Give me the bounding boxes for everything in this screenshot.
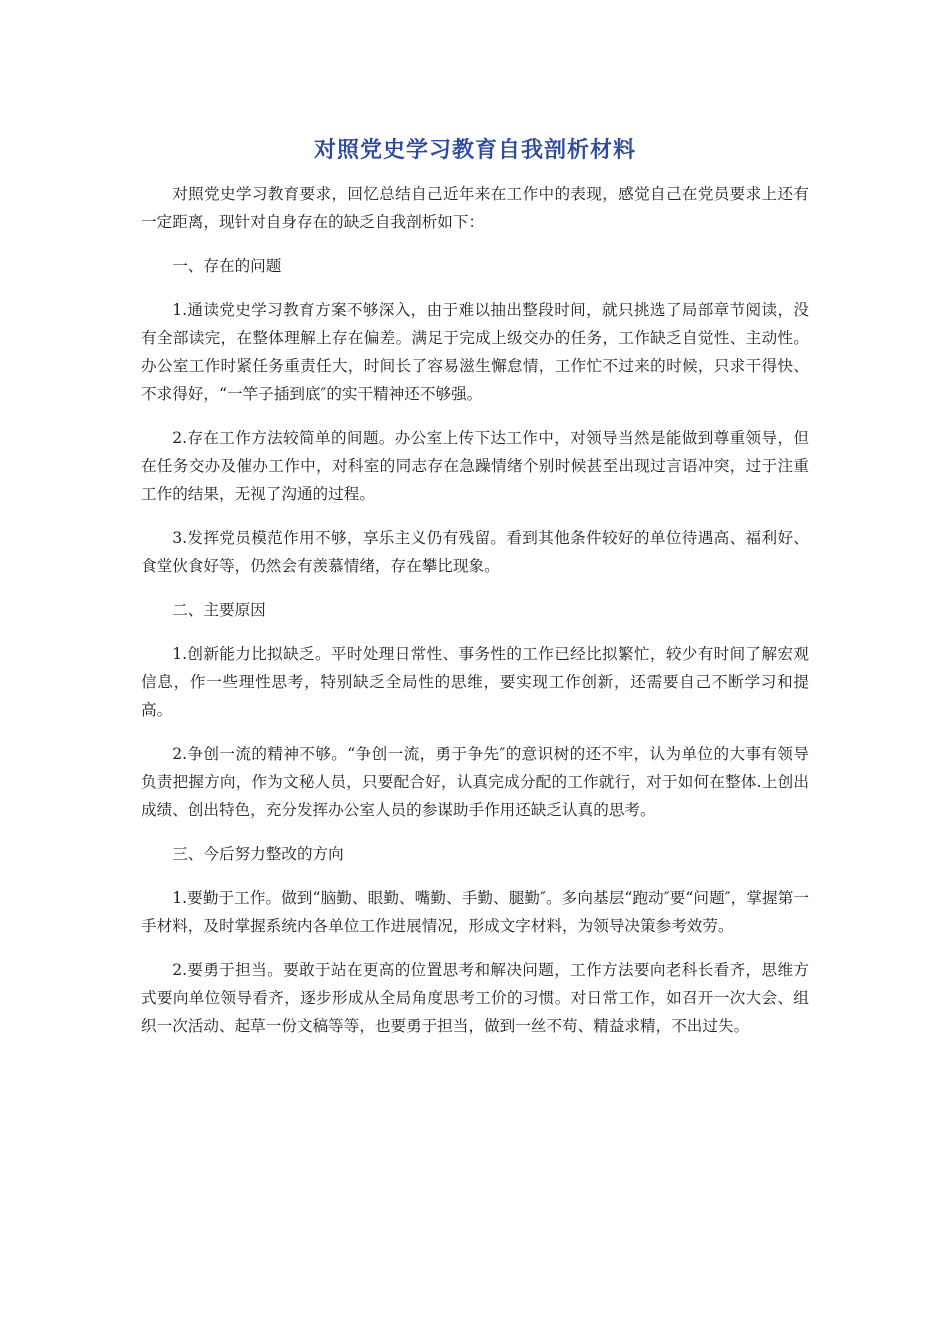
document-body xyxy=(141,180,809,1056)
section-heading-problems: 一、存在的问题 xyxy=(172,257,282,275)
section-heading-improvements: 三、今后努力整改的方向 xyxy=(172,845,344,863)
section-heading-causes: 二、主要原因 xyxy=(172,601,266,619)
improvements-item-2: 2.要勇于担当。要敢于站在更高的位置思考和解决问题，工作方法要向老科长看齐，思维方式要向单位领导看齐，逐步形成从全局角度思考工价的习惯。对日常工作，如召开一次大会、组织一次活动、起草一份文稿等等，也要勇于担当，做到一丝不苟、精益求精，不出过失。 xyxy=(141,961,809,1035)
problems-item-3: 3.发挥党员模范作用不够，享乐主义仍有残留。看到其他条件较好的单位待遇高、福利好、食堂伙食好等，仍然会有羡慕情绪，存在攀比现象。 xyxy=(141,529,809,575)
intro-paragraph: 对照党史学习教育要求，回忆总结自己近年来在工作中的表现，感觉自己在党员要求上还有一定距离，现针对自身存在的缺乏自我剖析如下： xyxy=(141,185,809,231)
causes-item-1: 1.创新能力比拟缺乏。平时处理日常性、事务性的工作已经比拟繁忙，较少有时间了解宏观信息，作一些理性思考，特别缺乏全局性的思维，要实现工作创新，还需要自己不断学习和提高。 xyxy=(141,645,809,719)
improvements-item-1: 1.要勤于工作。做到“脑勤、眼勤、嘴勤、手勤、腿勤″。多向基层“跑动″要“问题″，掌握第一手材料，及时掌握系统内各单位工作进展情况，形成文字材料，为领导决策参考效劳。 xyxy=(141,889,809,935)
causes-item-2: 2.争创一流的精神不够。“争创一流，勇于争先″的意识树的还不牢，认为单位的大事有领导负责把握方向，作为文秘人员，只要配合好，认真完成分配的工作就行，对于如何在整体.上创出成绩、创出特色，充分发挥办公室人员的参谋助手作用还缺乏认真的思考。 xyxy=(141,745,809,819)
problems-item-1: 1.通读党史学习教育方案不够深入，由于难以抽出整段时间，就只挑选了局部章节阅读，没有全部读完，在整体理解上存在偏差。满足于完成上级交办的任务，工作缺乏自觉性、主动性。办公室工作时紧任务重责任大，时间长了容易滋生懈怠情，工作忙不过来的时候，只求干得快、不求得好，“一竿子插到底″的实干精神还不够强。 xyxy=(141,301,809,403)
problems-item-2: 2.存在工作方法较简单的间题。办公室上传下达工作中，对领导当然是能做到尊重领导，但在任务交办及催办工作中，对科室的同志存在急躁情绪个别时候甚至出现过言语冲突，过于注重工作的结果，无视了沟通的过程。 xyxy=(141,429,809,503)
document-title: 对照党史学习教育自我剖析材料 xyxy=(313,138,636,163)
